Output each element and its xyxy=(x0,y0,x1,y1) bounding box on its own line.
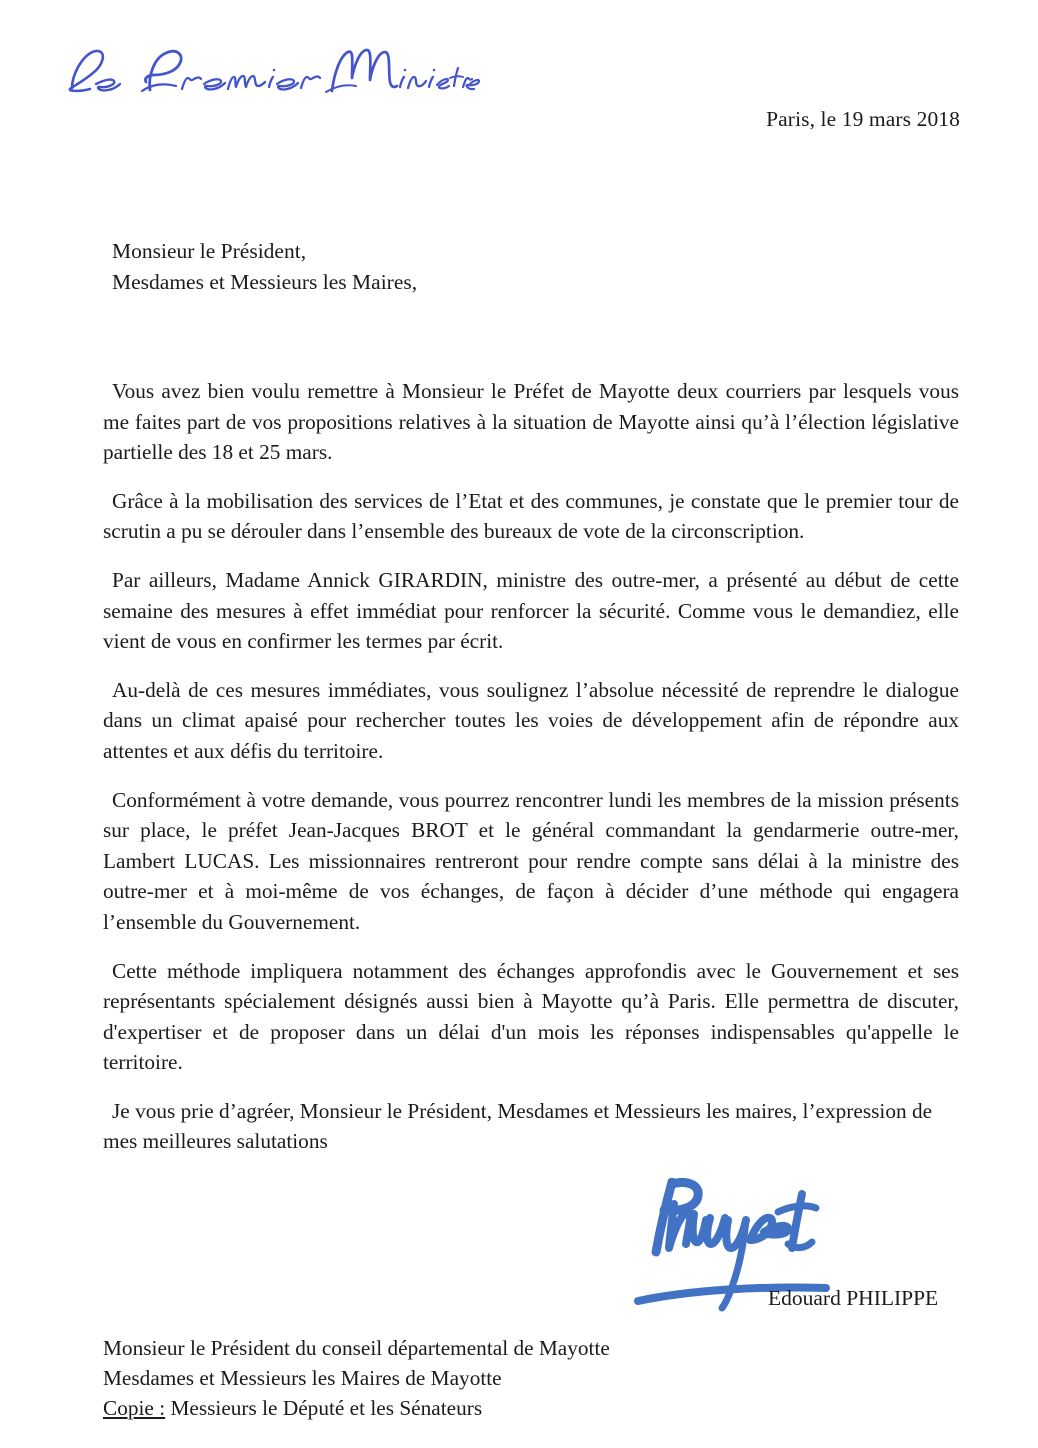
dateline: Paris, le 19 mars 2018 xyxy=(766,107,960,131)
salutation-line-2: Mesdames et Messieurs les Maires, xyxy=(112,270,418,294)
body-paragraph-5: Conformément à votre demande, vous pourrez rencontrer lundi les membres de la mission présents sur place, le préfet Jean-Jacques BROT et le général commandant la gendarmerie outre-mer, Lambert LUCAS. Les missionnaires rentreront pour rendre compte sans délai à la ministre des outre-mer et à moi-même de vos échanges, de façon à décider d’une méthode qui engagera l’ensemble du Gouvernement. xyxy=(103,787,959,934)
body-paragraph-1: Vous avez bien voulu remettre à Monsieur le Préfet de Mayotte deux courriers par lesquels vous me faites part de vos propositions relatives à la situation de Mayotte ainsi qu’à l’élection législative partielle des 18 et 25 mars. xyxy=(103,379,959,465)
recipient-line-2: Mesdames et Messieurs les Maires de Mayotte xyxy=(103,1366,502,1390)
recipients-footer xyxy=(103,1333,803,1423)
copy-label: Copie : xyxy=(103,1396,166,1420)
body-paragraph-4: Au-delà de ces mesures immédiates, vous soulignez l’absolue nécessité de reprendre le dialogue dans un climat apaisé pour rechercher toutes les voies de développement afin de répondre aux attentes et aux défis du territoire. xyxy=(103,677,959,763)
closing-paragraph: Je vous prie d’agréer, Monsieur le Président, Mesdames et Messieurs les maires, l’expression de mes meilleures salutations xyxy=(103,1098,933,1154)
copy-value: Messieurs le Député et les Sénateurs xyxy=(170,1396,483,1420)
body-paragraph-2: Grâce à la mobilisation des services de l’Etat et des communes, je constate que le premier tour de scrutin a pu se dérouler dans l’ensemble des bureaux de vote de la circonscription. xyxy=(103,488,959,544)
body-paragraph-3: Par ailleurs, Madame Annick GIRARDIN, ministre des outre-mer, a présenté au début de cette semaine des mesures à effet immédiat pour renforcer la sécurité. Comme vous le demandiez, elle vient de vous en confirmer les termes par écrit. xyxy=(103,567,959,654)
letterhead-le-premier-ministre xyxy=(60,42,480,104)
salutation xyxy=(112,236,417,298)
recipient-line-1: Monsieur le Président du conseil départemental de Mayotte xyxy=(103,1336,610,1360)
signer-name: Edouard PHILIPPE xyxy=(768,1286,939,1310)
letterhead-script-icon xyxy=(60,42,480,104)
salutation-line-1: Monsieur le Président, xyxy=(112,239,307,263)
signature-block xyxy=(630,1178,990,1318)
copy-line xyxy=(103,1393,803,1423)
body-paragraph-6: Cette méthode impliquera notamment des échanges approfondis avec le Gouvernement et ses représentants spécialement désignés aussi bien à Mayotte qu’à Paris. Elle permettra de discuter, d'expertiser et de proposer dans un délai d'un mois les réponses indispensables qu'appelle le territoire. xyxy=(103,958,959,1075)
letter-body xyxy=(103,376,959,1157)
